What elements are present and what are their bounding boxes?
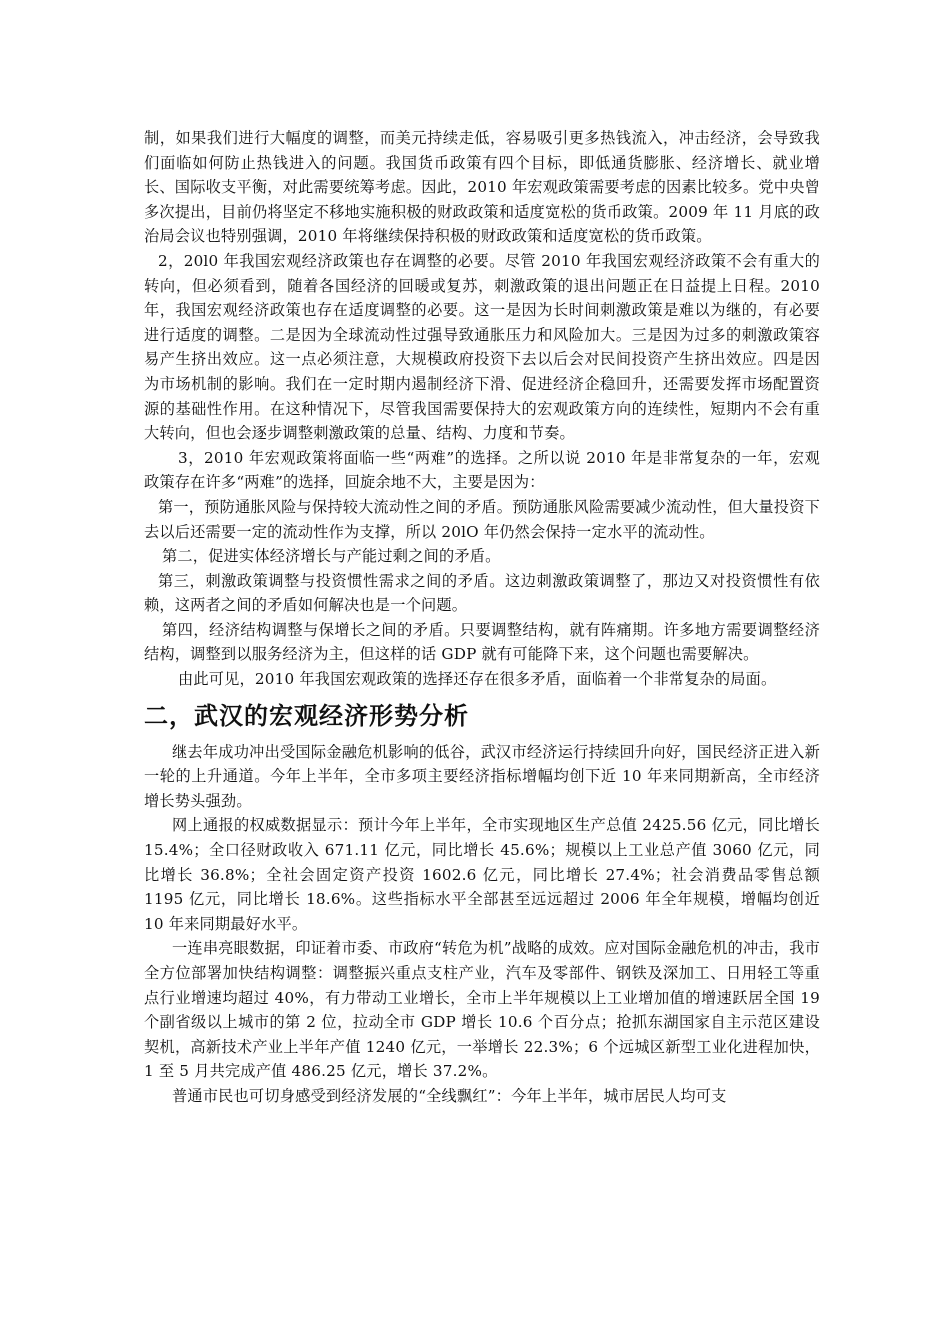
paragraph-policy-adjustment: 2，20l0 年我国宏观经济政策也存在调整的必要。尽管 2010 年我国宏观经济政策不会有重大的转向，但必须看到，随着各国经济的回暖或复苏，刺激政策的退出问题正在日益提上日程。2010 年，我国宏观经济政策也存在适度调整的必要。这一是因为长时间刺激政策是难以为继的，有必要进行适度的调整。二是因为全球流动性过强导致通胀压力和风险加大。三是因为过多的刺激政策容易产生挤出效应。这一点必须注意，大规模政府投资下去以后会对民间投资产生挤出效应。四是因为市场机制的影响。我们在一定时期内遏制经济下滑、促进经济企稳回升，还需要发挥市场配置资源的基础性作用。在这种情况下，尽管我国需要保持大的宏观政策方向的连续性，短期内不会有重大转向，但也会逐步调整刺激政策的总量、结构、力度和节奏。 [144,251,820,443]
paragraph-conclusion: 由此可见，2010 年我国宏观政策的选择还存在很多矛盾，面临着一个非常复杂的局面。 [178,670,777,689]
document-page [144,126,820,1109]
paragraph-third-contradiction: 第三，刺激政策调整与投资惯性需求之间的矛盾。这边刺激政策调整了，那边又对投资惯性有依赖，这两者之间的矛盾如何解决也是一个问题。 [144,571,820,615]
paragraph-wuhan-recovery: 继去年成功冲出受国际金融危机影响的低谷，武汉市经济运行持续回升向好，国民经济正进入新一轮的上升通道。今年上半年，全市多项主要经济指标增幅均创下近 10 年来同期新高，全市经济增长势头强劲。 [144,742,820,810]
paragraph-first-contradiction: 第一，预防通胀风险与保持较大流动性之间的矛盾。预防通胀风险需要减少流动性，但大量投资下去以后还需要一定的流动性作为支撑，所以 20lO 年仍然会保持一定水平的流动性。 [144,497,820,541]
section-heading: 二，武汉的宏观经济形势分析 [144,700,469,730]
paragraph-wuhan-structure: 一连串亮眼数据，印证着市委、市政府“转危为机”战略的成效。应对国际金融危机的冲击，我市全方位部署加快结构调整：调整振兴重点支柱产业，汽车及零部件、钢铁及深加工、日用轻工等重点行业增速均超过 40%，有力带动工业增长，全市上半年规模以上工业增加值的增速跃居全国 19 个副省级以上城市的第 2 位，拉动全市 GDP 增长 10.6 个百分点；抢抓东湖国家自主示范区建设契机，高新技术产业上半年产值 1240 亿元，一举增长 22.3%；6 个远城区新型工业化进程加快，1 至 5 月共完成产值 486.25 亿元，增长 37.2%。 [144,939,820,1081]
paragraph-hot-money: 制，如果我们进行大幅度的调整，而美元持续走低，容易吸引更多热钱流入，冲击经济，会导致我们面临如何防止热钱进入的问题。我国货币政策有四个目标，即低通货膨胀、经济增长、就业增长、国际收支平衡，对此需要统筹考虑。因此，2010 年宏观政策需要考虑的因素比较多。党中央曾多次提出，目前仍将坚定不移地实施积极的财政政策和适度宽松的货币政策。2009 年 11 月底的政治局会议也特别强调，2010 年将继续保持积极的财政政策和适度宽松的货币政策。 [144,129,820,246]
paragraph-fourth-contradiction: 第四，经济结构调整与保增长之间的矛盾。只要调整结构，就有阵痛期。许多地方需要调整经济结构，调整到以服务经济为主，但这样的话 GDP 就有可能降下来，这个问题也需要解决。 [144,620,820,664]
paragraph-second-contradiction: 第二，促进实体经济增长与产能过剩之间的矛盾。 [162,547,501,566]
paragraph-two-dilemmas: 3，2010 年宏观政策将面临一些“两难”的选择。之所以说 2010 年是非常复杂的一年，宏观政策存在许多“两难”的选择，回旋余地不大，主要是因为： [144,448,820,492]
paragraph-wuhan-data: 网上通报的权威数据显示：预计今年上半年，全市实现地区生产总值 2425.56 亿元，同比增长 15.4%；全口径财政收入 671.11 亿元，同比增长 45.6%；规模以上工业总产值 3060 亿元，同比增长 36.8%；全社会固定资产投资 1602.6 亿元，同比增长 27.4%；社会消费品零售总额 1195 亿元，同比增长 18.6%。这些指标水平全部甚至远远超过 2006 年全年规模，增幅均创近 10 年来同期最好水平。 [144,816,820,933]
paragraph-wuhan-citizens: 普通市民也可切身感受到经济发展的“全线飘红”：今年上半年，城市居民人均可支 [172,1086,727,1105]
